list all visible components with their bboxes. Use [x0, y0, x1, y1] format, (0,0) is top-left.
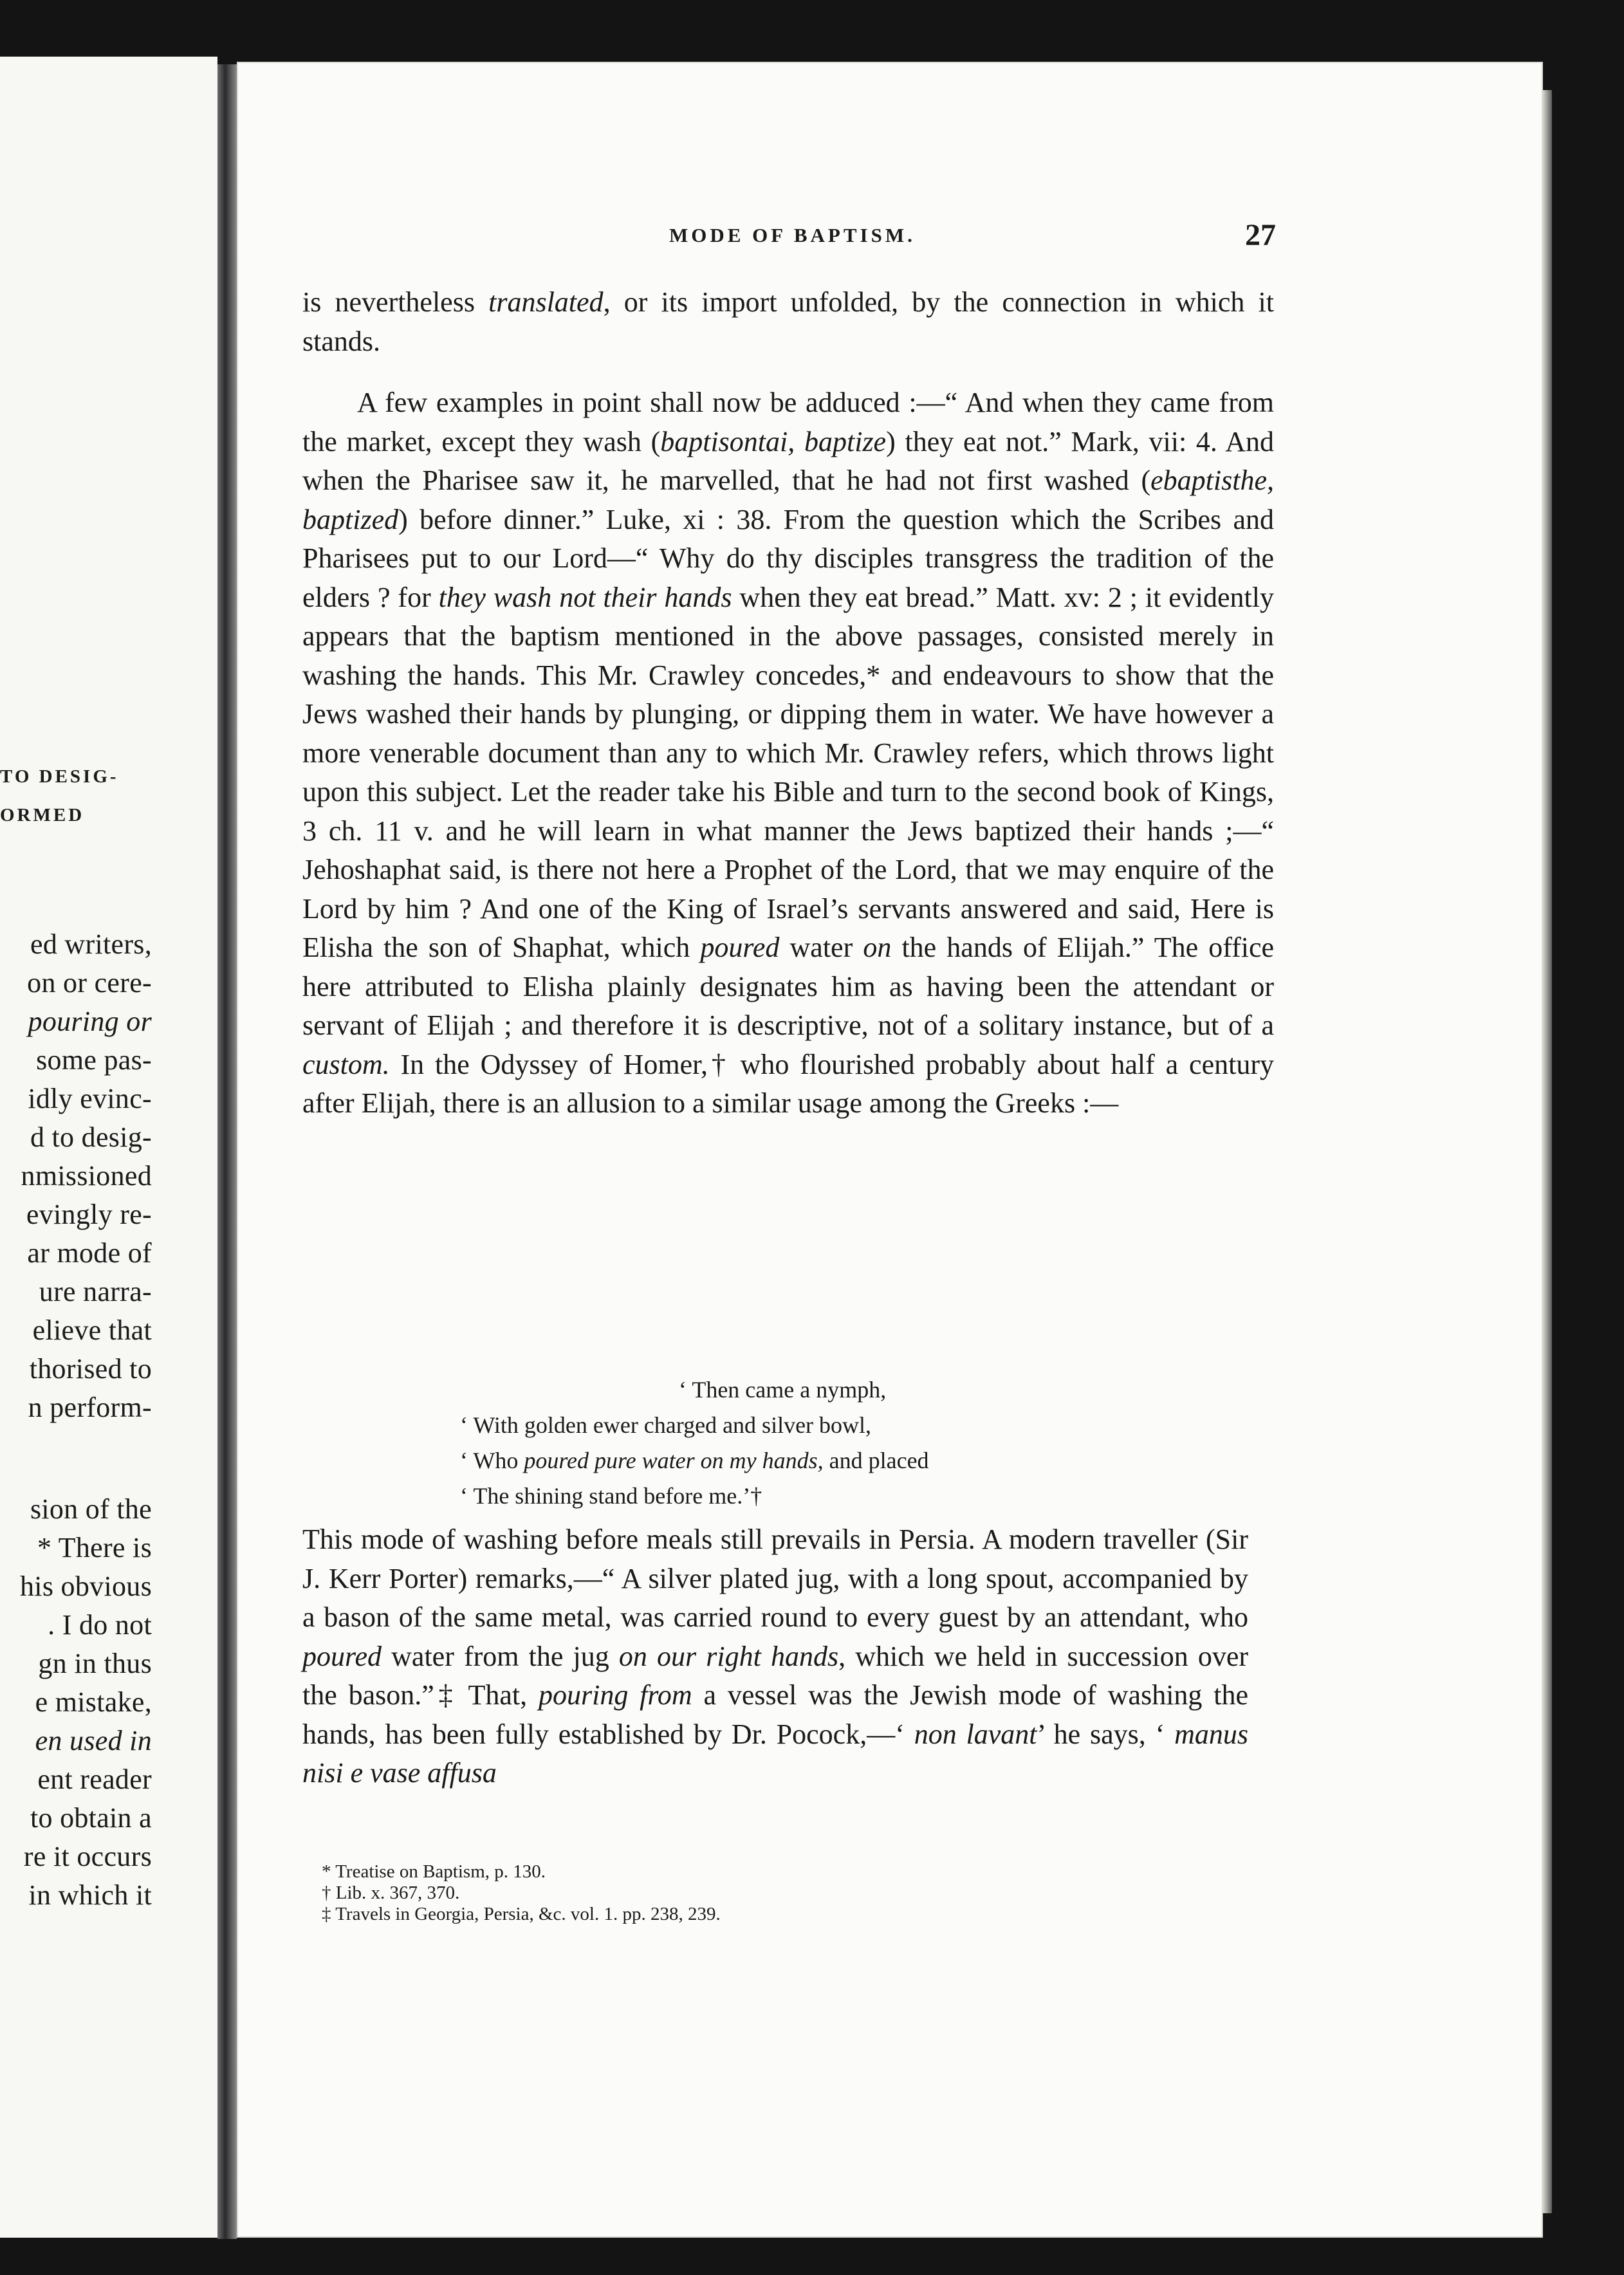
italic-run: baptisontai, baptize — [660, 425, 887, 457]
poem-line — [460, 1443, 929, 1478]
left-page-line: re it occurs — [23, 1841, 152, 1872]
left-page-italic-phrase: en used in — [35, 1725, 152, 1756]
text-run: a vessel was the Jewish mode of washing the hands, has been fully established by Dr. Pocock,—‘ — [302, 1679, 1249, 1750]
italic-run: on our right hands — [618, 1640, 839, 1672]
left-page-heading-line: TO DESIG- — [0, 766, 119, 787]
left-page-italic-word: pouring or — [28, 1006, 152, 1037]
left-page-line: ar mode of — [27, 1237, 152, 1269]
left-page-line: to obtain a — [30, 1802, 152, 1834]
italic-run: poured pure water on my hands, — [524, 1448, 824, 1473]
left-page-line: ure narra- — [39, 1276, 152, 1307]
left-page-line: elieve that — [32, 1314, 152, 1346]
poem-line: ‘ Then came a nymph, — [679, 1377, 887, 1403]
left-page-line: evingly re- — [26, 1199, 152, 1230]
text-run: In the Odyssey of Homer,† who flourished probably about half a century after Elijah, there is an allusion to a similar usage among the Greeks :— — [302, 1048, 1274, 1119]
left-page-line: on or cere- — [27, 967, 152, 999]
left-page — [0, 57, 217, 2238]
left-page-line: . I do not — [48, 1609, 152, 1641]
text-run: , which we held in succession over the bason.”‡ That, — [302, 1640, 1248, 1711]
text-run: This mode of washing before meals still prevails in Persia. A modern traveller (Sir J. Kerr Porter) remarks,—“ A silver plated jug, with a long spout, accompanied by a bason of the same metal, was carried round to every guest by an attendant, who — [302, 1524, 1248, 1633]
italic-run: translated — [488, 286, 604, 318]
book-gutter — [217, 64, 237, 2239]
text-run: ‘ Who — [460, 1448, 524, 1473]
text-run: water — [779, 932, 863, 963]
page-number: 27 — [1245, 218, 1276, 252]
italic-run: non lavant — [914, 1718, 1037, 1750]
left-page-line: e mistake, — [35, 1686, 152, 1718]
left-page-line: gn in thus — [38, 1648, 152, 1679]
footnotes — [322, 1861, 721, 1925]
poem-quotation — [460, 1372, 929, 1514]
italic-run: ebaptisthe, baptized — [302, 465, 1274, 535]
left-page-line: ed writers, — [30, 928, 152, 960]
text-run: ) they eat not.” Mark, vii: 4. And when the Pharisee saw it, he marvelled, that he had not first washed ( — [302, 425, 1274, 496]
italic-run: on — [863, 932, 892, 963]
left-page-line: n perform- — [28, 1392, 152, 1423]
text-run: when they eat bread.” Matt. xv: 2 ; it evidently appears that the baptism mentioned in the above passages, consisted merely in washing the hands. This Mr. Crawley concedes,* and endeavours to show that the Jews washed their hands by plunging, or dipping them in water. We have however a more venerable document than any to which Mr. Crawley refers, which throws light upon this subject. Let the reader take his Bible and turn to the second book of Kings, 3 ch. 11 v. and he will learn in what manner the Jews baptized their hands ;—“ Jehoshaphat said, is there not here a Prophet of the Lord, that we may enquire of the Lord by him ? And one of the King of Israel’s servants answered and said, Here is Elisha the son of Shaphat, which — [302, 581, 1274, 963]
text-run: A few examples in point shall now be adduced :—“ And when they came from the market, except they wash ( — [302, 387, 1274, 457]
italic-run: custom. — [302, 1048, 390, 1080]
text-run: the hands of Elijah.” The office here attributed to Elisha plainly designates him as having been the attendant or servant of Elijah ; and therefore it is descriptive, not of a solitary instance, but of a — [302, 932, 1275, 1041]
paragraph-examples — [302, 383, 1274, 1123]
footnote: ‡ Travels in Georgia, Persia, &c. vol. 1. pp. 238, 239. — [322, 1904, 721, 1924]
italic-run: pouring from — [538, 1679, 692, 1711]
text-run: is nevertheless — [302, 286, 489, 318]
page-edge — [1543, 90, 1552, 2213]
footnote: † Lib. x. 367, 370. — [322, 1883, 460, 1903]
left-page-line: thorised to — [29, 1353, 152, 1385]
left-page-line — [35, 1722, 152, 1760]
poem-line: ‘ The shining stand before me.’† — [460, 1483, 762, 1509]
left-page-line: ent reader — [37, 1764, 152, 1795]
left-page-line: * There is — [37, 1532, 152, 1563]
left-page-line: some pas- — [36, 1044, 152, 1076]
italic-run: poured — [700, 932, 780, 963]
poem-line: ‘ With golden ewer charged and silver bowl, — [460, 1412, 872, 1438]
left-page-line: his obvious — [20, 1570, 152, 1602]
italic-run: they wash not their hands — [438, 581, 732, 613]
text-run: ) before dinner.” Luke, xi : 38. From the question which the Scribes and Pharisees put to our Lord—“ Why do thy disciples transgress the tradition of the elders ? for — [302, 503, 1274, 613]
text-run: , or its import unfolded, by the connection in which it stands. — [302, 286, 1274, 357]
left-page-line: sion of the — [30, 1493, 152, 1525]
paragraph-continuation — [302, 283, 1274, 361]
left-page-line: nmissioned — [21, 1160, 152, 1192]
text-run: water from the jug — [382, 1640, 619, 1672]
text-run: and placed — [823, 1448, 929, 1473]
running-head: MODE OF BAPTISM. — [669, 224, 916, 246]
text-run: ’ he says, ‘ — [1037, 1718, 1175, 1750]
italic-run: manus nisi e vase affusa — [302, 1718, 1248, 1789]
left-page-line: d to desig- — [30, 1121, 152, 1153]
italic-run: poured — [302, 1640, 382, 1672]
left-page-line: in which it — [28, 1879, 152, 1911]
footnote: * Treatise on Baptism, p. 130. — [322, 1861, 546, 1882]
left-page-line — [28, 1002, 152, 1041]
left-page-line: idly evinc- — [28, 1083, 152, 1114]
paragraph-persia — [302, 1520, 1248, 1793]
left-page-heading-line: ORMED — [0, 805, 85, 825]
